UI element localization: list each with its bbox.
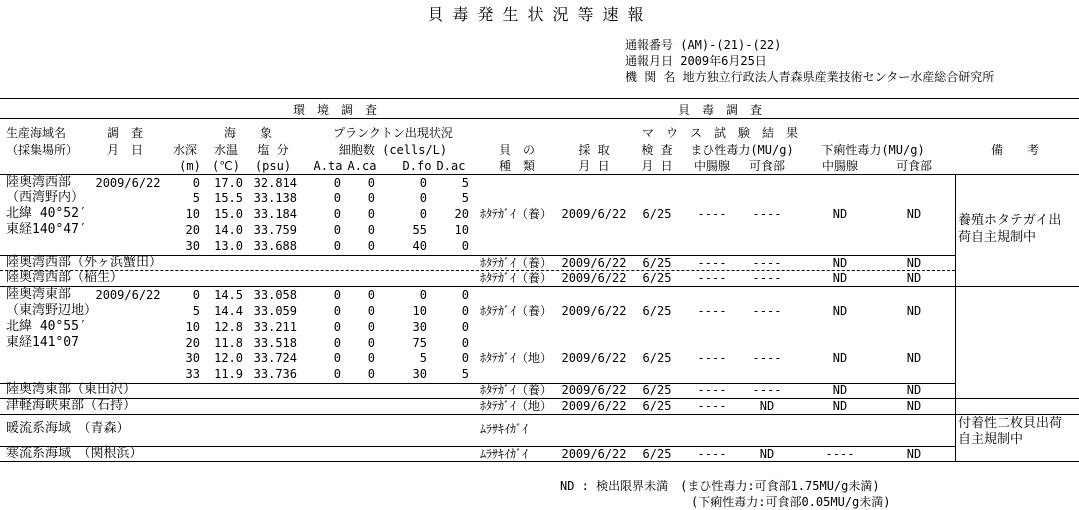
report-number: 通報番号 (AM)-(21)-(22) (625, 38, 782, 52)
area-cell: 陸奥湾東部（東田沢） (6, 382, 137, 397)
salinity-cell: 33.059 (253, 304, 297, 318)
dsp-edible-cell: ND (906, 399, 922, 413)
dac-cell: 0 (461, 336, 469, 350)
dfo-cell: 75 (412, 336, 427, 350)
psp-edible-cell: ND (759, 399, 775, 413)
species-ata: A.ta (313, 159, 343, 173)
ata-cell: 0 (333, 288, 341, 302)
temp-cell: 15.5 (214, 191, 243, 205)
dfo-cell: 0 (419, 207, 427, 221)
page-title: 貝毒発生状況等速報 (427, 5, 653, 24)
psp-edible-cell: ---- (752, 351, 782, 365)
dfo-cell: 30 (412, 367, 427, 381)
dac-cell: 0 (461, 304, 469, 318)
sampling-date-cell: 2009/6/22 (561, 399, 627, 413)
temp-cell: 11.9 (214, 367, 243, 381)
temp-cell: 14.5 (214, 288, 243, 302)
dac-cell: 10 (454, 223, 469, 237)
ata-cell: 0 (333, 176, 341, 190)
shell-type-cell: ﾎﾀﾃｶﾞｲ（養） (480, 271, 553, 285)
aca-cell: 0 (367, 320, 375, 334)
temp-unit: (℃) (212, 159, 240, 173)
dsp-edible-cell: ND (906, 304, 922, 318)
psp-edible-cell: ---- (752, 271, 782, 285)
area-cell: 寒流系海域 （関根浜） (6, 446, 143, 461)
aca-cell: 0 (367, 304, 375, 318)
cells-header: 細胞数 (cells/L) (338, 143, 448, 157)
salinity-cell: 33.518 (253, 336, 297, 350)
psp-edible-cell: ND (759, 447, 775, 461)
depth-header: 水深 (172, 143, 198, 157)
area-cell: 暖流系海域 （青森） (6, 421, 130, 436)
ata-cell: 0 (333, 336, 341, 350)
footer-note-1: ND : 検出限界未満 (まひ性毒力:可食部1.75MU/g未満) (560, 479, 880, 493)
psp-gland-cell: ---- (697, 271, 727, 285)
remark-bivalve-1: 付着性二枚貝出荷 (958, 416, 1063, 431)
dac-cell: 0 (461, 320, 469, 334)
shell-sub-header: 種 類 (498, 159, 536, 173)
psp-edible-cell: ---- (752, 207, 782, 221)
row-rule (0, 446, 955, 447)
dfo-cell: 55 (412, 223, 427, 237)
ata-cell: 0 (333, 191, 341, 205)
remark-scallop-2: 荷自主規制中 (958, 230, 1037, 245)
plankton-header: プランクトン出現状況 (333, 126, 453, 140)
row-rule (0, 286, 1079, 287)
agency: 機 関 名 地方独立行政法人青森県産業技術センター水産総合研究所 (625, 70, 995, 84)
ata-cell: 0 (333, 207, 341, 221)
psp-gland-cell: ---- (697, 256, 727, 270)
ata-cell: 0 (333, 320, 341, 334)
dsp-edible-cell: ND (906, 207, 922, 221)
area-cell: 北緯 40°52′ (6, 206, 87, 221)
area-cell: 陸奥湾西部 (6, 175, 72, 190)
env-survey-header: 環 境 調 査 (292, 103, 378, 117)
testing-date-cell: 6/25 (642, 271, 672, 285)
shell-type-cell: ﾎﾀﾃｶﾞｲ（養） (480, 383, 553, 397)
depth-cell: 5 (192, 191, 200, 205)
salinity-header: 塩 分 (257, 143, 289, 157)
header-top-rule (0, 98, 1079, 99)
row-rule (0, 255, 955, 256)
area-cell: 陸奥湾西部（外ヶ浜蟹田） (6, 255, 163, 270)
depth-cell: 30 (185, 239, 200, 253)
sampling-date-cell: 2009/6/22 (561, 351, 627, 365)
testing-date-cell: 6/25 (642, 351, 672, 365)
species-dac: D.ac (436, 159, 466, 173)
psp-gland-cell: ---- (697, 304, 727, 318)
dsp-gland-cell: ND (832, 271, 848, 285)
salinity-unit: (psu) (254, 159, 292, 173)
area-cell: 東経141°07 (6, 335, 79, 350)
depth-cell: 0 (192, 176, 200, 190)
survey-date-cell: 2009/6/22 (95, 288, 161, 302)
shellfish-survey-header: 貝 毒 調 査 (677, 103, 763, 117)
dsp-edible-cell: ND (906, 271, 922, 285)
footer-note-2: (下痢性毒力:可食部0.05MU/g未満) (691, 495, 891, 509)
dfo-cell: 0 (419, 288, 427, 302)
psp-gland-cell: ---- (697, 207, 727, 221)
aca-cell: 0 (367, 207, 375, 221)
salinity-cell: 33.736 (253, 367, 297, 381)
sea-header: 海 象 (223, 126, 273, 140)
dsp-gland-cell: ND (832, 351, 848, 365)
testing-date-cell: 6/25 (642, 304, 672, 318)
aca-cell: 0 (367, 176, 375, 190)
dsp-edible-cell: ND (906, 351, 922, 365)
dfo-cell: 40 (412, 239, 427, 253)
ata-cell: 0 (333, 223, 341, 237)
psp-edible-cell: ---- (752, 304, 782, 318)
dsp-edible-cell: ND (906, 256, 922, 270)
aca-cell: 0 (367, 239, 375, 253)
salinity-cell: 33.211 (253, 320, 297, 334)
temp-cell: 15.0 (214, 207, 243, 221)
dac-cell: 0 (461, 239, 469, 253)
area-sub-header: （採集場所） (6, 143, 79, 157)
dsp-header: 下痢性毒力(MU/g) (821, 143, 925, 157)
depth-cell: 20 (185, 223, 200, 237)
psp-edible-cell: ---- (752, 256, 782, 270)
sampling-date-cell: 2009/6/22 (561, 383, 627, 397)
dsp-edible-cell: ND (906, 383, 922, 397)
sampling-header: 採 取 (578, 143, 610, 157)
area-cell: 陸奥湾東部 (6, 287, 72, 302)
row-rule (0, 414, 1079, 415)
aca-cell: 0 (367, 223, 375, 237)
testing-date-cell: 6/25 (642, 447, 672, 461)
dac-cell: 0 (461, 288, 469, 302)
sampling-date-cell: 2009/6/22 (561, 447, 627, 461)
sampling-date-cell: 2009/6/22 (561, 304, 627, 318)
dsp-gland-cell: ---- (825, 447, 855, 461)
ata-cell: 0 (333, 239, 341, 253)
dsp-gland-cell: ND (832, 207, 848, 221)
salinity-cell: 33.688 (253, 239, 297, 253)
ata-cell: 0 (333, 367, 341, 381)
aca-cell: 0 (367, 336, 375, 350)
sampling-date-header: 月 日 (578, 159, 610, 173)
dac-cell: 5 (461, 191, 469, 205)
depth-cell: 33 (185, 367, 200, 381)
testing-date-header: 月 日 (641, 159, 673, 173)
temp-cell: 14.0 (214, 223, 243, 237)
salinity-cell: 32.814 (253, 176, 297, 190)
species-aca: A.ca (347, 159, 377, 173)
dfo-cell: 0 (419, 176, 427, 190)
row-rule (0, 383, 955, 384)
survey-header: 調 査 (106, 126, 144, 140)
salinity-cell: 33.184 (253, 207, 297, 221)
area-cell: 津軽海峡東部（石持） (6, 398, 137, 413)
depth-cell: 10 (185, 207, 200, 221)
dsp-edible-header: 可食部 (895, 159, 933, 173)
shell-type-cell: ﾎﾀﾃｶﾞｲ（地） (480, 399, 553, 413)
dsp-gland-header: 中腸腺 (821, 159, 859, 173)
psp-gland-cell: ---- (697, 351, 727, 365)
salinity-cell: 33.058 (253, 288, 297, 302)
salinity-cell: 33.724 (253, 351, 297, 365)
dac-cell: 0 (461, 351, 469, 365)
shell-type-cell: ﾎﾀﾃｶﾞｲ（養） (480, 304, 553, 318)
testing-date-cell: 6/25 (642, 383, 672, 397)
table-bottom-rule (0, 461, 1079, 462)
testing-date-cell: 6/25 (642, 399, 672, 413)
dsp-gland-cell: ND (832, 304, 848, 318)
testing-date-cell: 6/25 (642, 207, 672, 221)
temp-cell: 11.8 (214, 336, 243, 350)
area-cell: 陸奥湾西部（稲生） (6, 270, 124, 285)
ata-cell: 0 (333, 351, 341, 365)
dsp-edible-cell: ND (906, 447, 922, 461)
dfo-cell: 0 (419, 191, 427, 205)
salinity-cell: 33.138 (253, 191, 297, 205)
shell-type-cell: ﾎﾀﾃｶﾞｲ（地） (480, 351, 553, 365)
temp-cell: 12.8 (214, 320, 243, 334)
psp-gland-cell: ---- (697, 399, 727, 413)
testing-header: 検 査 (641, 143, 673, 157)
dfo-cell: 30 (412, 320, 427, 334)
report-date: 通報月日 2009年6月25日 (625, 54, 767, 68)
temp-header: 水温 (213, 143, 239, 157)
aca-cell: 0 (367, 191, 375, 205)
psp-gland-cell: ---- (697, 447, 727, 461)
dsp-gland-cell: ND (832, 256, 848, 270)
area-cell: （東湾野辺地） (6, 303, 98, 318)
dac-cell: 5 (461, 367, 469, 381)
row-rule (0, 398, 1079, 399)
dsp-gland-cell: ND (832, 383, 848, 397)
depth-cell: 30 (185, 351, 200, 365)
aca-cell: 0 (367, 351, 375, 365)
depth-cell: 10 (185, 320, 200, 334)
survey-date-header: 月 日 (106, 143, 144, 157)
temp-cell: 17.0 (214, 176, 243, 190)
area-cell: 東経140°47′ (6, 222, 87, 237)
ata-cell: 0 (333, 304, 341, 318)
temp-cell: 14.4 (214, 304, 243, 318)
sampling-date-cell: 2009/6/22 (561, 256, 627, 270)
psp-edible-header: 可食部 (748, 159, 786, 173)
aca-cell: 0 (367, 367, 375, 381)
area-header: 生産海域名 (6, 126, 67, 140)
psp-gland-cell: ---- (697, 383, 727, 397)
header-rule-2 (0, 118, 1079, 119)
remark-scallop-1: 養殖ホタテガイ出 (958, 213, 1062, 228)
psp-gland-header: 中腸腺 (693, 159, 731, 173)
depth-unit: (m) (179, 159, 201, 173)
header-bottom-rule (0, 174, 1079, 175)
sampling-date-cell: 2009/6/22 (561, 271, 627, 285)
dac-cell: 5 (461, 176, 469, 190)
temp-cell: 12.0 (214, 351, 243, 365)
shell-type-cell: ﾑﾗｻｷｲｶﾞｲ (480, 447, 529, 461)
shell-type-cell: ﾎﾀﾃｶﾞｲ（養） (480, 207, 553, 221)
shell-type-cell: ﾑﾗｻｷｲｶﾞｲ (480, 422, 529, 436)
dac-cell: 20 (454, 207, 469, 221)
temp-cell: 13.0 (214, 239, 243, 253)
psp-header: まひ性毒力(MU/g) (690, 143, 794, 157)
area-cell: 北緯 40°55′ (6, 319, 87, 334)
salinity-cell: 33.759 (253, 223, 297, 237)
depth-cell: 20 (185, 336, 200, 350)
dsp-gland-cell: ND (832, 399, 848, 413)
remarks-header: 備 考 (990, 143, 1040, 157)
dfo-cell: 10 (412, 304, 427, 318)
sampling-date-cell: 2009/6/22 (561, 207, 627, 221)
remarks-column-divider (955, 174, 956, 461)
dfo-cell: 5 (419, 351, 427, 365)
depth-cell: 0 (192, 288, 200, 302)
testing-date-cell: 6/25 (642, 256, 672, 270)
row-rule-dashed (0, 270, 955, 271)
shell-header: 貝 の (498, 143, 536, 157)
shell-type-cell: ﾎﾀﾃｶﾞｲ（養） (480, 256, 553, 270)
area-cell: （西湾野内） (6, 190, 85, 205)
species-dfo: D.fo (402, 159, 432, 173)
remark-bivalve-2: 自主規制中 (958, 432, 1024, 447)
depth-cell: 5 (192, 304, 200, 318)
survey-date-cell: 2009/6/22 (95, 176, 161, 190)
psp-edible-cell: ---- (752, 383, 782, 397)
aca-cell: 0 (367, 288, 375, 302)
mouse-test-header: マ ウ ス 試 験 結 果 (641, 126, 799, 140)
